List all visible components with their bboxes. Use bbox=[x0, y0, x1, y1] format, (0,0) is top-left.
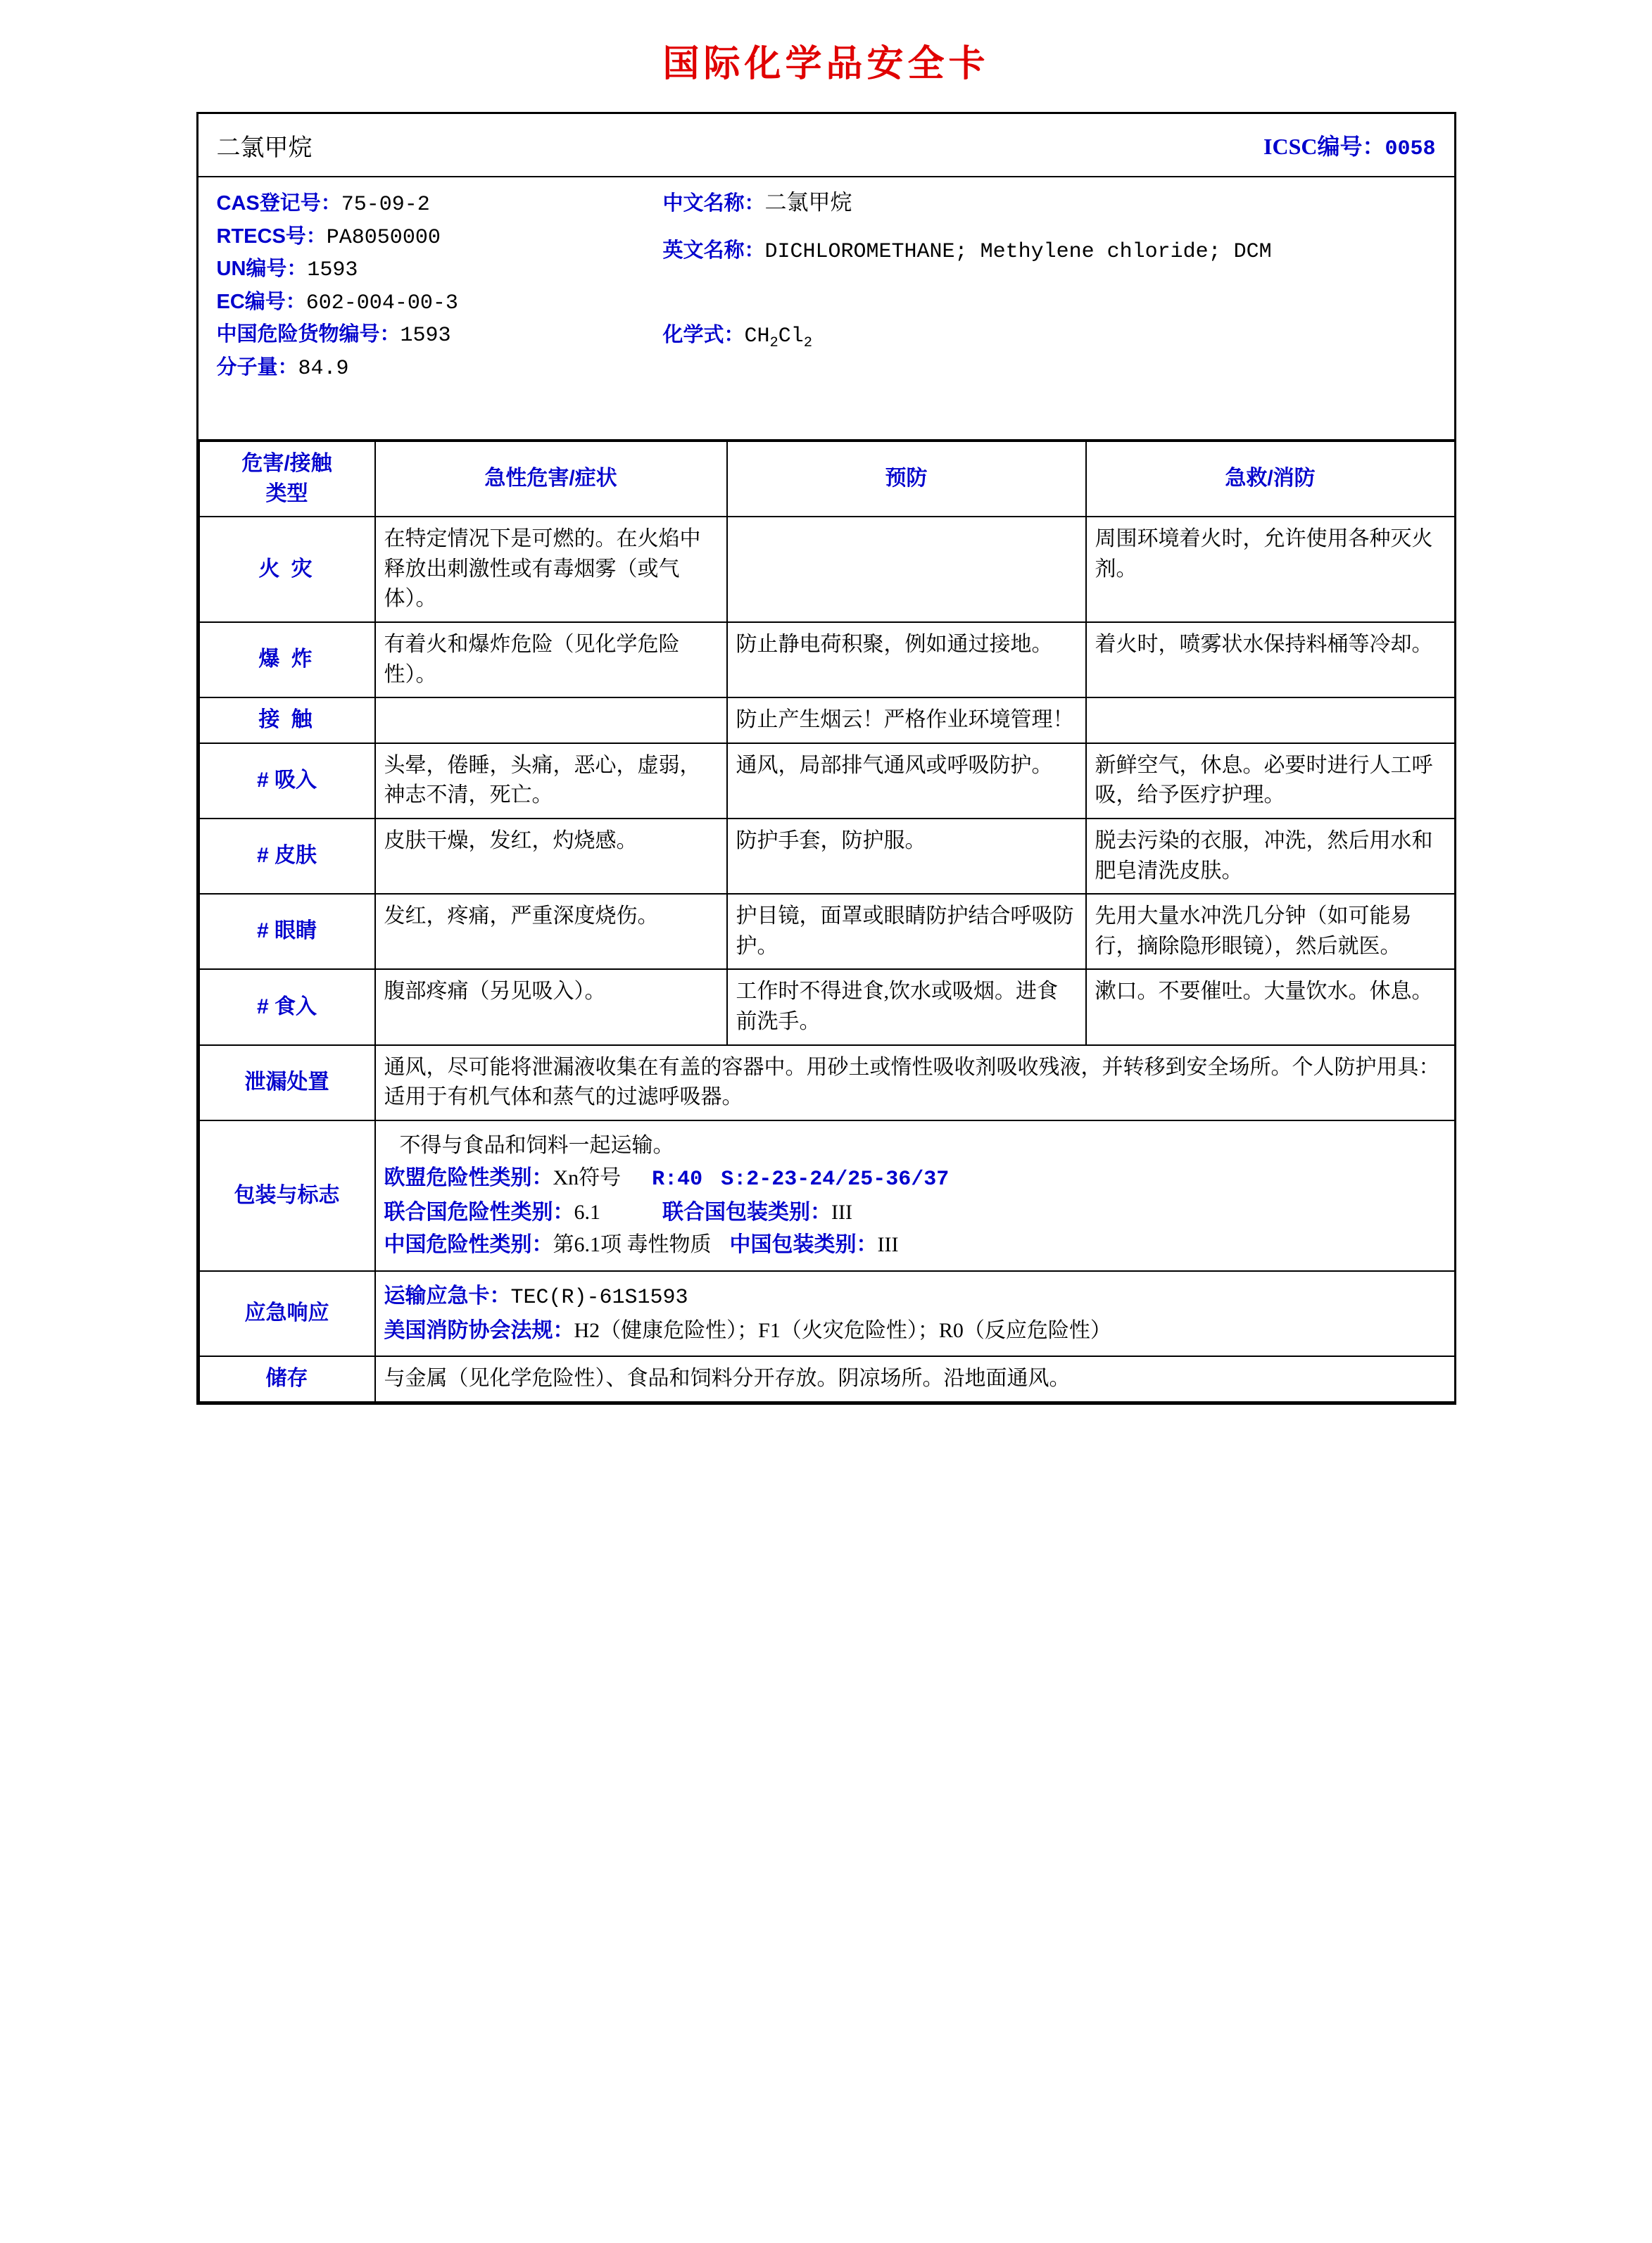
cn-pack-label: 中国包装类别： bbox=[729, 1233, 878, 1257]
table-row bbox=[199, 819, 1455, 894]
page bbox=[0, 34, 1652, 1405]
rtecs-label: RTECS号： bbox=[216, 225, 327, 248]
cell-explosion-prevention: 防止静电荷积聚，例如通过接地。 bbox=[727, 622, 1086, 697]
column-header-hazard-type bbox=[199, 441, 375, 517]
cell-inhalation-symptoms: 头晕，倦睡，头痛，恶心，虚弱，神志不清，死亡。 bbox=[375, 743, 727, 819]
cas-value: 75-09-2 bbox=[341, 193, 430, 217]
table-header-row bbox=[199, 441, 1455, 517]
cell-eyes-first-aid: 先用大量水冲洗几分钟（如可能易行，摘除隐形眼镜），然后就医。 bbox=[1086, 894, 1455, 969]
column-header-symptoms: 急性危害/症状 bbox=[375, 441, 727, 517]
un-class-label: 联合国危险性类别： bbox=[384, 1200, 574, 1224]
identity-block bbox=[198, 177, 1454, 441]
row-label-ingestion: # 食入 bbox=[199, 969, 375, 1044]
icsc-number: 0058 bbox=[1385, 137, 1436, 161]
packaging-eu-line bbox=[384, 1163, 1446, 1195]
eu-class-value: Xn符号 bbox=[553, 1166, 622, 1190]
molecular-weight-row bbox=[217, 351, 653, 384]
cell-explosion-first-aid: 着火时，喷雾状水保持料桶等冷却。 bbox=[1086, 622, 1455, 697]
ec-row bbox=[217, 286, 653, 319]
cell-eyes-prevention: 护目镜，面罩或眼睛防护结合呼吸防护。 bbox=[727, 894, 1086, 969]
cell-fire-prevention bbox=[727, 517, 1086, 622]
identity-right-column bbox=[663, 187, 1440, 354]
formula-label: 化学式： bbox=[662, 324, 745, 347]
molecular-weight-value: 84.9 bbox=[298, 356, 349, 381]
formula-sub-2: 2 bbox=[803, 335, 813, 352]
cell-spill-text: 通风，尽可能将泄漏液收集在有盖的容器中。用砂土或惰性吸收剂吸收残液，并转移到安全场所。个人防护用具：适用于有机气体和蒸气的过滤呼吸器。 bbox=[375, 1045, 1455, 1120]
formula-part-ch: CH bbox=[744, 324, 770, 349]
un-value: 1593 bbox=[307, 258, 358, 283]
cn-class-value: 第6.1项 毒性物质 bbox=[553, 1233, 712, 1257]
cell-emergency bbox=[375, 1271, 1455, 1356]
cell-storage-text: 与金属（见化学危险性）、食品和饲料分开存放。阴凉场所。沿地面通风。 bbox=[375, 1356, 1455, 1402]
column-header-hazard-type-line2: 类型 bbox=[265, 481, 308, 505]
table-row bbox=[199, 517, 1455, 622]
cell-exposure-first-aid bbox=[1086, 697, 1455, 743]
formula-value bbox=[744, 324, 813, 352]
row-label-skin: # 皮肤 bbox=[199, 819, 375, 894]
nfpa-label: 美国消防协会法规： bbox=[384, 1318, 574, 1342]
row-label-storage: 储存 bbox=[199, 1356, 375, 1402]
eu-class-label: 欧盟危险性类别： bbox=[384, 1166, 553, 1190]
row-label-explosion: 爆 炸 bbox=[199, 622, 375, 697]
cas-label: CAS登记号： bbox=[216, 192, 341, 215]
row-label-inhalation: # 吸入 bbox=[199, 743, 375, 819]
row-label-exposure: 接 触 bbox=[199, 697, 375, 743]
cell-eyes-symptoms: 发红，疼痛，严重深度烧伤。 bbox=[375, 894, 727, 969]
cell-ingestion-first-aid: 漱口。不要催吐。大量饮水。休息。 bbox=[1086, 969, 1455, 1044]
un-row bbox=[217, 253, 653, 286]
un-label: UN编号： bbox=[216, 258, 308, 281]
row-label-emergency: 应急响应 bbox=[199, 1271, 375, 1356]
molecular-weight-label: 分子量： bbox=[216, 355, 298, 379]
cell-inhalation-first-aid: 新鲜空气，休息。必要时进行人工呼吸，给予医疗护理。 bbox=[1086, 743, 1455, 819]
hazard-table bbox=[198, 441, 1456, 1403]
cell-packaging bbox=[375, 1120, 1455, 1271]
cn-name-row bbox=[663, 187, 1440, 218]
cell-fire-first-aid: 周围环境着火时，允许使用各种灭火剂。 bbox=[1086, 517, 1455, 622]
row-label-fire: 火 灾 bbox=[199, 517, 375, 622]
un-class-value: 6.1 bbox=[574, 1200, 600, 1224]
column-header-first-aid: 急救/消防 bbox=[1086, 441, 1455, 517]
page-title: 国际化学品安全卡 bbox=[662, 44, 990, 84]
row-label-spill: 泄漏处置 bbox=[199, 1045, 375, 1120]
rtecs-value: PA8050000 bbox=[326, 225, 441, 250]
table-row bbox=[199, 1356, 1455, 1402]
formula-row bbox=[663, 319, 1440, 354]
table-row bbox=[199, 1045, 1455, 1120]
nfpa-value: H2（健康危险性）；F1（火灾危险性）；R0（反应危险性） bbox=[574, 1318, 1111, 1342]
cas-row bbox=[217, 187, 653, 220]
card-header bbox=[198, 114, 1454, 177]
cell-skin-prevention: 防护手套，防护服。 bbox=[727, 819, 1086, 894]
un-pack-label: 联合国包装类别： bbox=[662, 1200, 831, 1224]
cell-exposure-symptoms bbox=[375, 697, 727, 743]
table-row bbox=[199, 969, 1455, 1044]
rtecs-row bbox=[217, 220, 653, 253]
cn-dangerous-goods-label: 中国危险货物编号： bbox=[216, 323, 401, 346]
en-name-label: 英文名称： bbox=[662, 239, 765, 263]
cell-skin-symptoms: 皮肤干燥，发红，灼烧感。 bbox=[375, 819, 727, 894]
formula-part-cl: Cl bbox=[778, 324, 804, 349]
table-row bbox=[199, 697, 1455, 743]
column-header-prevention: 预防 bbox=[727, 441, 1086, 517]
cn-class-label: 中国危险性类别： bbox=[384, 1233, 553, 1257]
table-row bbox=[199, 622, 1455, 697]
icsc-number-block bbox=[1263, 129, 1436, 161]
emergency-tec-line bbox=[384, 1282, 1446, 1313]
cell-ingestion-symptoms: 腹部疼痛（另见吸入）。 bbox=[375, 969, 727, 1044]
icsc-card bbox=[196, 112, 1456, 1405]
eu-s-phrases: S:2-23-24/25-36/37 bbox=[721, 1168, 950, 1192]
eu-r-phrases: R:40 bbox=[652, 1168, 703, 1192]
tec-label: 运输应急卡： bbox=[384, 1284, 511, 1308]
ec-label: EC编号： bbox=[216, 290, 306, 313]
cn-pack-value: III bbox=[877, 1233, 899, 1257]
formula-sub-1: 2 bbox=[769, 335, 778, 352]
cn-dangerous-goods-row bbox=[217, 318, 653, 351]
column-header-hazard-type-line1: 危害/接触 bbox=[241, 452, 332, 475]
packaging-un-line bbox=[384, 1198, 1446, 1228]
cell-exposure-prevention: 防止产生烟云！严格作业环境管理！ bbox=[727, 697, 1086, 743]
cell-ingestion-prevention: 工作时不得进食,饮水或吸烟。进食前洗手。 bbox=[727, 969, 1086, 1044]
table-row bbox=[199, 743, 1455, 819]
en-name-row bbox=[663, 234, 1440, 268]
emergency-nfpa-line bbox=[384, 1316, 1446, 1346]
cn-name-value: 二氯甲烷 bbox=[764, 190, 852, 215]
identity-left-column bbox=[217, 187, 653, 384]
tec-value: TEC(R)-61S1593 bbox=[510, 1286, 688, 1310]
table-row bbox=[199, 894, 1455, 969]
cell-inhalation-prevention: 通风，局部排气通风或呼吸防护。 bbox=[727, 743, 1086, 819]
cn-dangerous-goods-value: 1593 bbox=[400, 324, 451, 348]
cn-name-label: 中文名称： bbox=[662, 192, 765, 215]
cell-explosion-symptoms: 有着火和爆炸危险（见化学危险性）。 bbox=[375, 622, 727, 697]
cell-skin-first-aid: 脱去污染的衣服，冲洗，然后用水和肥皂清洗皮肤。 bbox=[1086, 819, 1455, 894]
row-label-packaging: 包装与标志 bbox=[199, 1120, 375, 1271]
un-pack-value: III bbox=[831, 1200, 852, 1224]
packaging-line-1: 不得与食品和饲料一起运输。 bbox=[399, 1133, 674, 1157]
table-row bbox=[199, 1120, 1455, 1271]
en-name-value: DICHLOROMETHANE; Methylene chloride; DCM bbox=[764, 240, 1272, 265]
table-row bbox=[199, 1271, 1455, 1356]
substance-name: 二氯甲烷 bbox=[216, 134, 313, 161]
packaging-cn-line bbox=[384, 1230, 1446, 1260]
icsc-label: ICSC编号： bbox=[1263, 134, 1385, 159]
cell-fire-symptoms: 在特定情况下是可燃的。在火焰中释放出刺激性或有毒烟雾（或气体）。 bbox=[375, 517, 727, 622]
ec-value: 602-004-00-3 bbox=[305, 291, 458, 315]
row-label-eyes: # 眼睛 bbox=[199, 894, 375, 969]
